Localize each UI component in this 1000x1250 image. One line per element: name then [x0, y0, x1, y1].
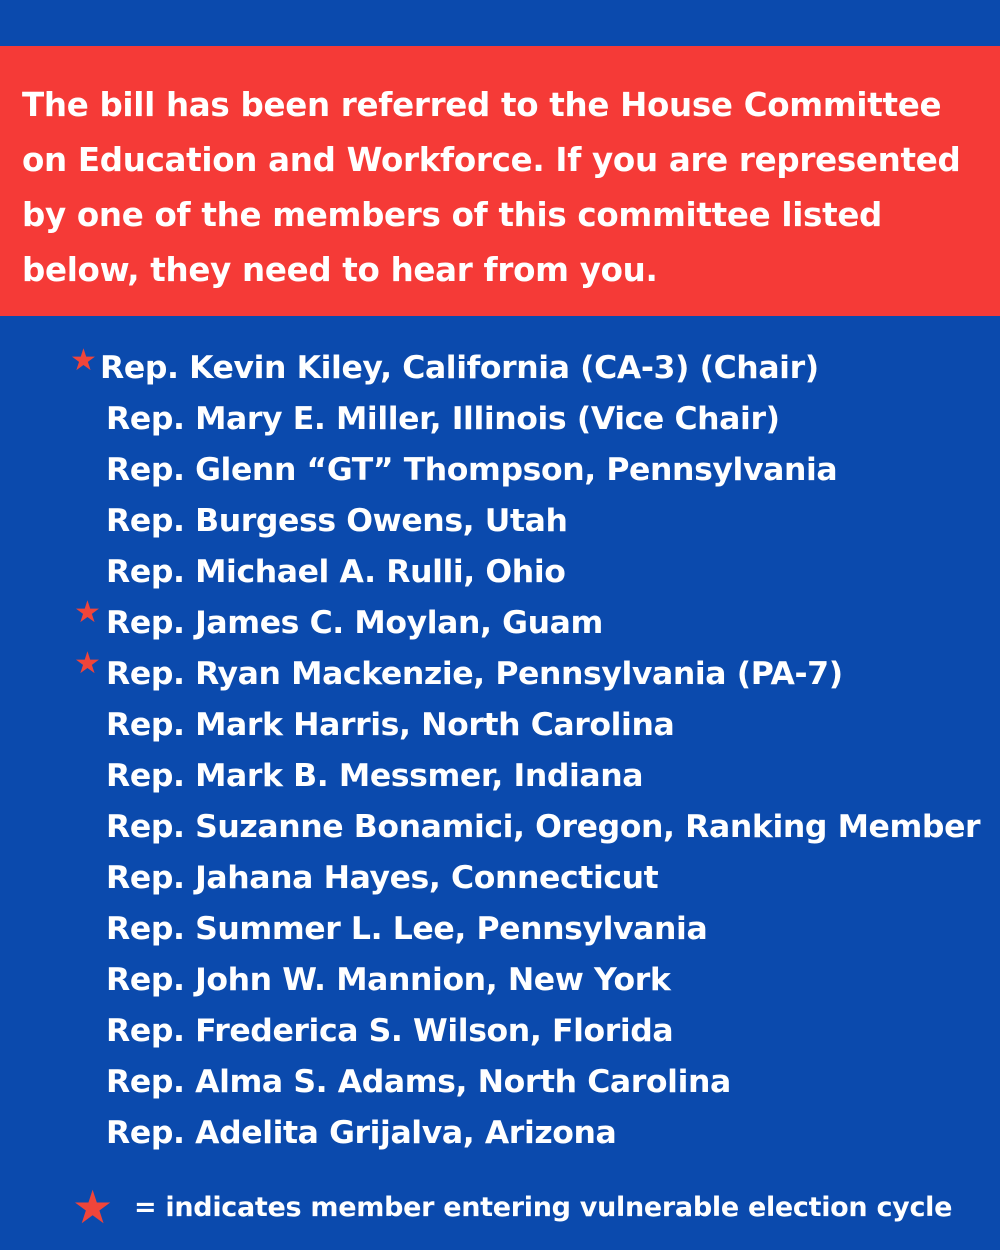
member-name: Rep. John W. Mannion, New York	[106, 962, 671, 998]
member-item	[0, 750, 1000, 801]
legend-text: = indicates member entering vulnerable election cycle	[134, 1192, 953, 1223]
banner-line: The bill has been referred to the House Committee	[22, 86, 942, 124]
banner-line: by one of the members of this committee listed	[22, 196, 883, 234]
member-item	[0, 495, 1000, 546]
member-item	[0, 699, 1000, 750]
member-name: Rep. Burgess Owens, Utah	[106, 503, 568, 539]
member-item	[0, 954, 1000, 1005]
member-item	[0, 546, 1000, 597]
member-name: Rep. Jahana Hayes, Connecticut	[106, 860, 659, 896]
member-name: Rep. Kevin Kiley, California (CA-3) (Chair)	[100, 350, 819, 386]
star-icon: ★	[74, 646, 101, 681]
star-icon: ★	[70, 343, 97, 378]
member-item	[0, 903, 1000, 954]
member-item	[0, 852, 1000, 903]
member-name: Rep. Summer L. Lee, Pennsylvania	[106, 911, 708, 947]
member-item	[0, 648, 1000, 699]
member-name: Rep. James C. Moylan, Guam	[106, 605, 603, 641]
member-name: Rep. Adelita Grijalva, Arizona	[106, 1115, 617, 1151]
member-name: Rep. Glenn “GT” Thompson, Pennsylvania	[106, 452, 838, 488]
member-item	[0, 1056, 1000, 1107]
star-icon: ★	[74, 595, 101, 630]
member-name: Rep. Alma S. Adams, North Carolina	[106, 1064, 731, 1100]
committee-banner	[0, 46, 1000, 316]
star-icon: ★	[72, 1180, 114, 1234]
banner-line: below, they need to hear from you.	[22, 251, 658, 289]
member-item	[0, 597, 1000, 648]
banner-line: on Education and Workforce. If you are represented	[22, 141, 961, 179]
star-legend	[0, 1180, 1000, 1240]
member-item	[0, 1005, 1000, 1056]
member-item	[0, 393, 1000, 444]
member-name: Rep. Mark Harris, North Carolina	[106, 707, 675, 743]
member-name: Rep. Ryan Mackenzie, Pennsylvania (PA-7)	[106, 656, 843, 692]
member-name: Rep. Mary E. Miller, Illinois (Vice Chair)	[106, 401, 780, 437]
member-name: Rep. Mark B. Messmer, Indiana	[106, 758, 644, 794]
member-item	[0, 1107, 1000, 1158]
member-item	[0, 342, 1000, 393]
member-item	[0, 801, 1000, 852]
member-item	[0, 444, 1000, 495]
member-name: Rep. Michael A. Rulli, Ohio	[106, 554, 566, 590]
member-name: Rep. Suzanne Bonamici, Oregon, Ranking Member	[106, 809, 981, 845]
member-name: Rep. Frederica S. Wilson, Florida	[106, 1013, 674, 1049]
